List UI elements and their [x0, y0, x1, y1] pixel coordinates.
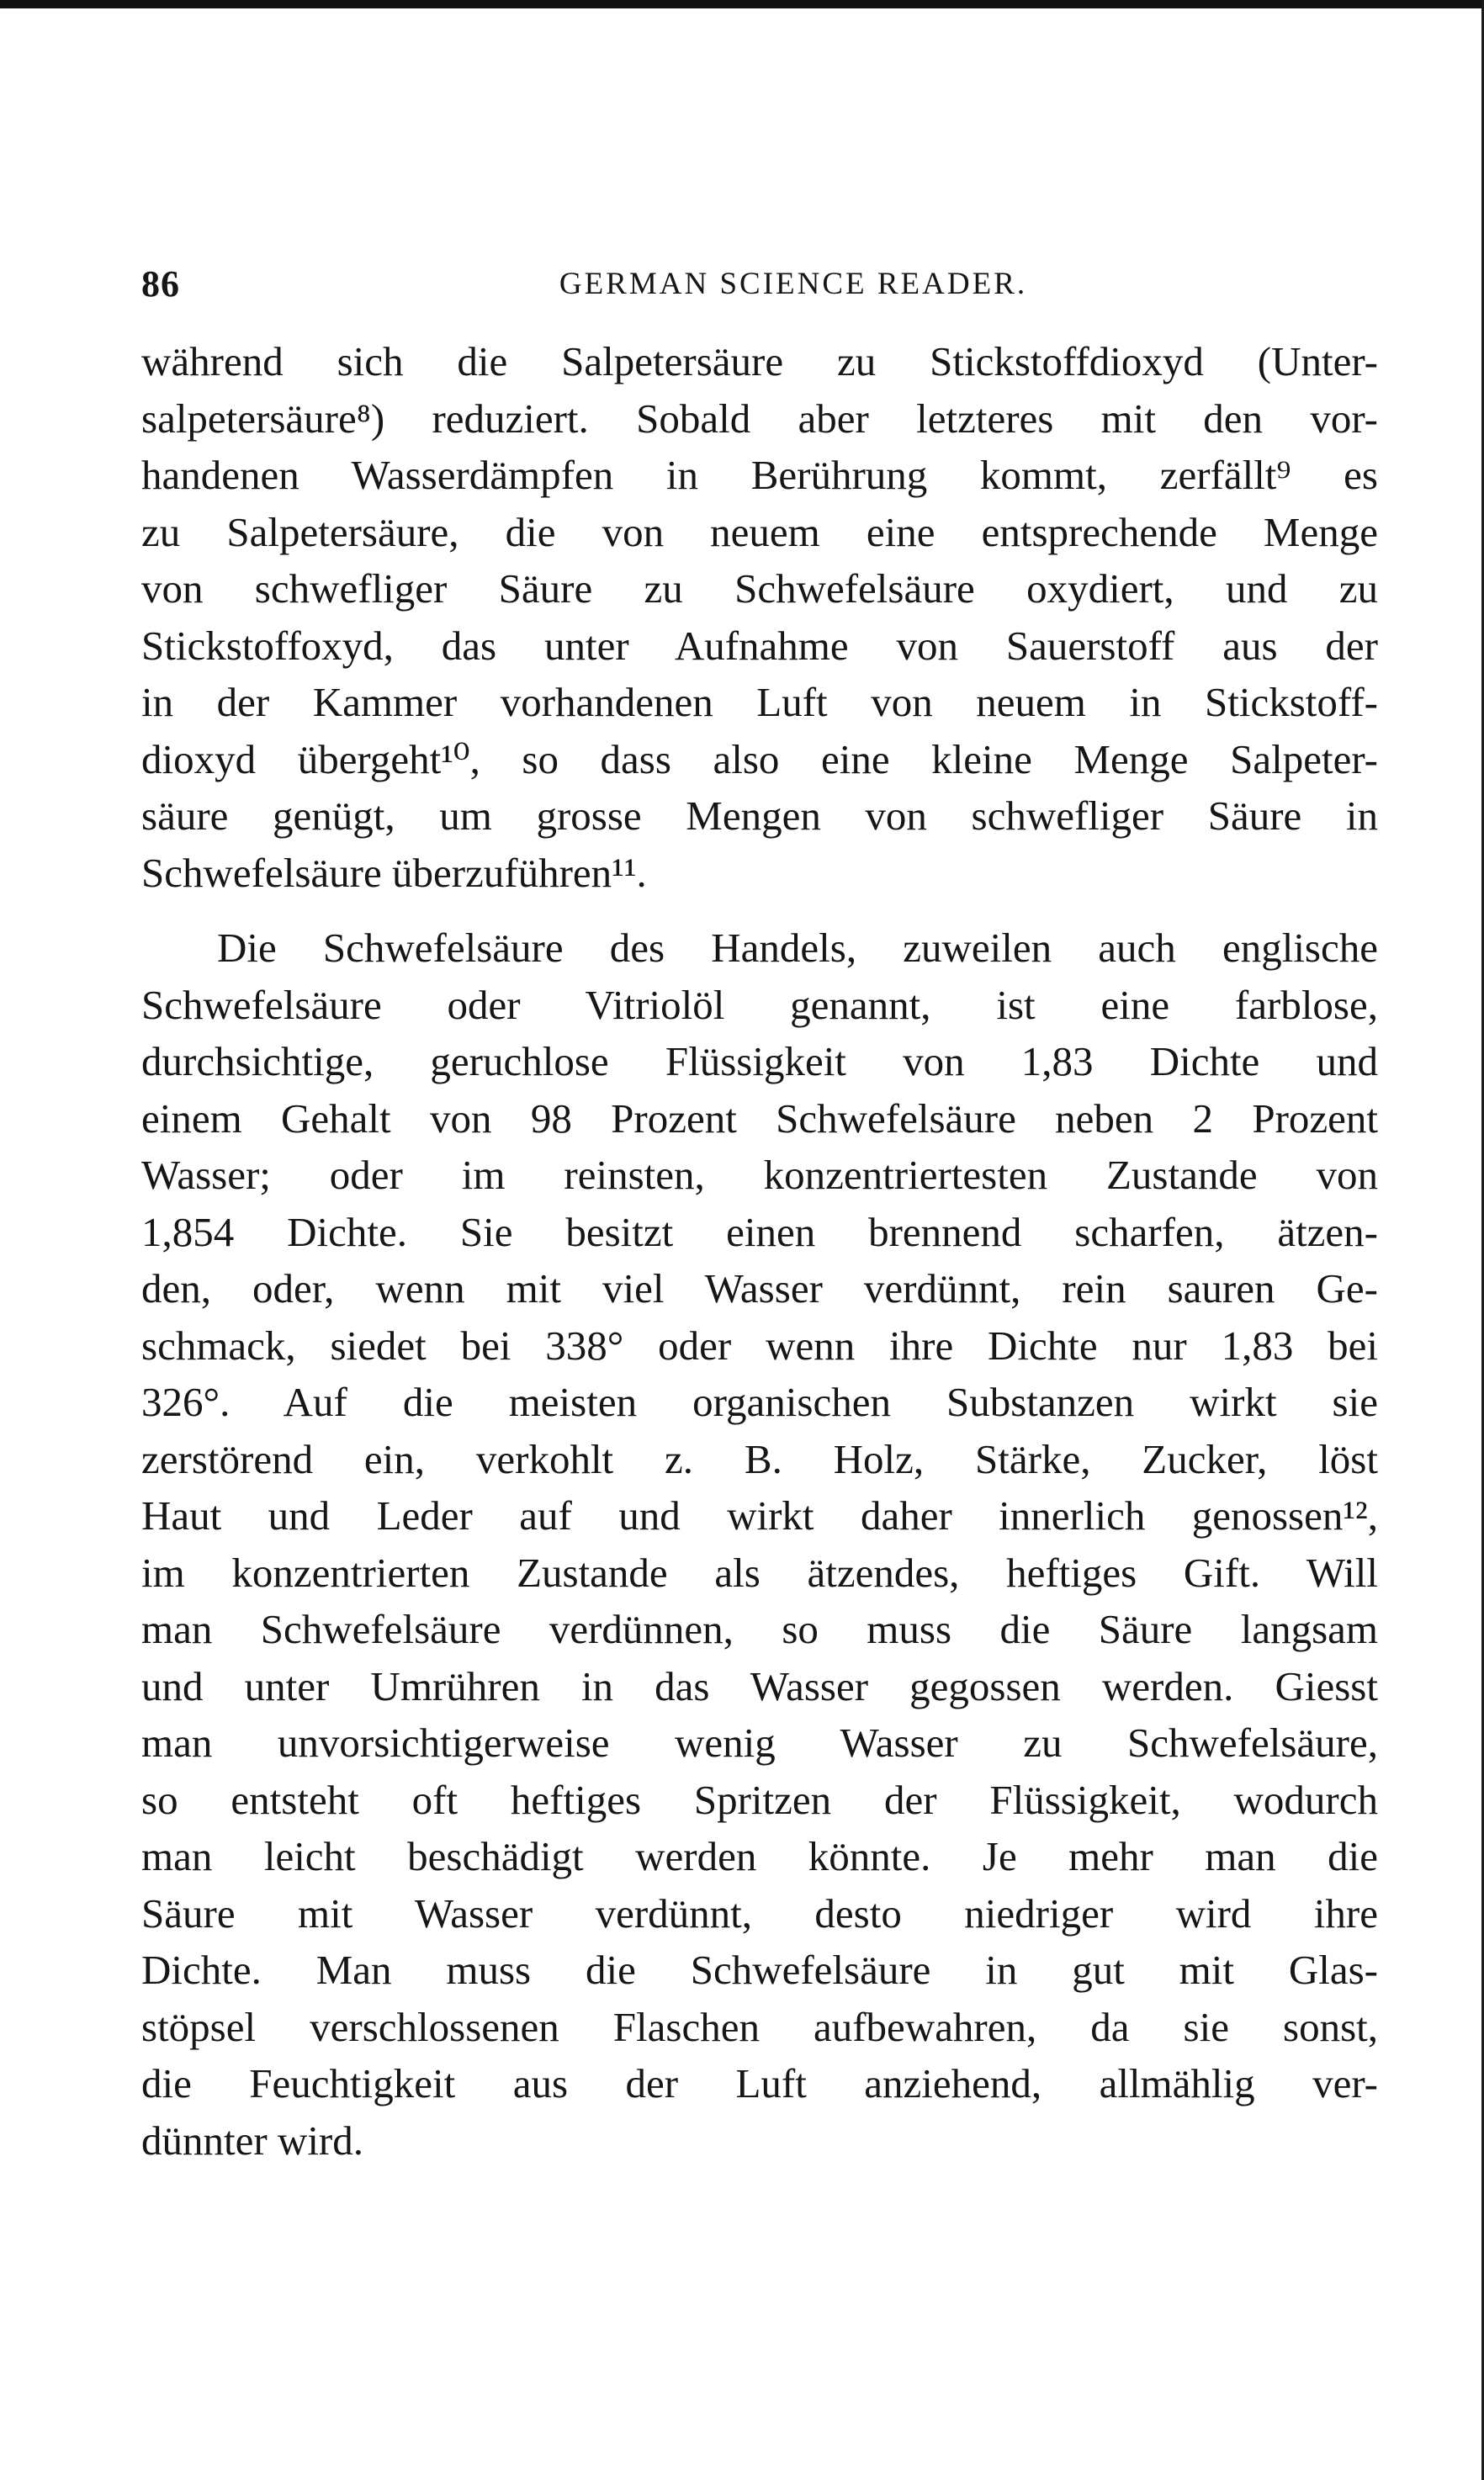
- text-line: säure genügt, um grosse Mengen von schwefliger Säure in: [141, 792, 1378, 839]
- text-line: zerstörend ein, verkohlt z. B. Holz, Stärke, Zucker, löst: [141, 1435, 1378, 1482]
- paragraph-2: [141, 919, 1378, 2169]
- text-line: salpetersäure⁸) reduziert. Sobald aber letzteres mit den vor-: [141, 395, 1378, 442]
- text-line: Dichte. Man muss die Schwefelsäure in gut mit Glas-: [141, 1947, 1378, 1993]
- text-line: einem Gehalt von 98 Prozent Schwefelsäure neben 2 Prozent: [141, 1094, 1378, 1142]
- text-line: von schwefliger Säure zu Schwefelsäure oxydiert, und zu: [141, 565, 1378, 612]
- text-line: zu Salpetersäure, die von neuem eine entsprechende Menge: [141, 508, 1378, 555]
- text-line: man Schwefelsäure verdünnen, so muss die Säure langsam: [141, 1606, 1378, 1652]
- text-line: Schwefelsäure oder Vitriolöl genannt, ist eine farblose,: [141, 981, 1378, 1028]
- text-line: Schwefelsäure überzuführen¹¹.: [141, 849, 647, 896]
- text-line: während sich die Salpetersäure zu Stickstoffdioxyd (Unter-: [141, 338, 1378, 384]
- text-line: stöpsel verschlossenen Flaschen aufbewahren, da sie sonst,: [141, 2003, 1378, 2050]
- body-text: [141, 333, 1378, 2169]
- text-line: dioxyd übergeht¹⁰, so dass also eine kleine Menge Salpeter-: [141, 735, 1378, 782]
- text-line: schmack, siedet bei 338° oder wenn ihre Dichte nur 1,83 bei: [141, 1322, 1378, 1369]
- text-line: 1,854 Dichte. Sie besitzt einen brennend scharfen, ätzen-: [141, 1208, 1378, 1255]
- text-line: in der Kammer vorhandenen Luft von neuem in Stickstoff-: [141, 679, 1378, 725]
- text-line: dünnter wird.: [141, 2117, 363, 2164]
- page-number: 86: [141, 263, 180, 305]
- text-line: durchsichtige, geruchlose Flüssigkeit von 1,83 Dichte und: [141, 1038, 1378, 1084]
- text-line: man leicht beschädigt werden könnte. Je mehr man die: [141, 1833, 1378, 1879]
- text-line: Stickstoffoxyd, das unter Aufnahme von Sauerstoff aus der: [141, 622, 1378, 669]
- text-line: den, oder, wenn mit viel Wasser verdünnt, rein sauren Ge-: [141, 1265, 1378, 1312]
- text-line: man unvorsichtigerweise wenig Wasser zu Schwefelsäure,: [141, 1720, 1378, 1766]
- text-line: im konzentrierten Zustande als ätzendes, heftiges Gift. Will: [141, 1549, 1378, 1596]
- paragraph-1: [141, 333, 1378, 901]
- text-line: Haut und Leder auf und wirkt daher innerlich genossen¹²,: [141, 1492, 1378, 1539]
- book-page: [141, 252, 1378, 2169]
- text-line: und unter Umrühren in das Wasser gegossen werden. Giesst: [141, 1662, 1378, 1709]
- text-line: Wasser; oder im reinsten, konzentriertesten Zustande von: [141, 1152, 1378, 1198]
- top-edge-rule: [0, 0, 1484, 8]
- text-line: Säure mit Wasser verdünnt, desto niedriger wird ihre: [141, 1889, 1378, 1937]
- running-head: GERMAN SCIENCE READER.: [559, 267, 1028, 301]
- page-header: [141, 252, 1378, 320]
- text-line: handenen Wasserdämpfen in Berührung kommt, zerfällt⁹ es: [141, 452, 1378, 498]
- text-line: Die Schwefelsäure des Handels, zuweilen auch englische: [217, 925, 1378, 971]
- text-line: die Feuchtigkeit aus der Luft anziehend, allmählig ver-: [141, 2060, 1378, 2106]
- text-line: 326°. Auf die meisten organischen Substanzen wirkt sie: [141, 1379, 1378, 1425]
- text-line: so entsteht oft heftiges Spritzen der Flüssigkeit, wodurch: [141, 1776, 1378, 1823]
